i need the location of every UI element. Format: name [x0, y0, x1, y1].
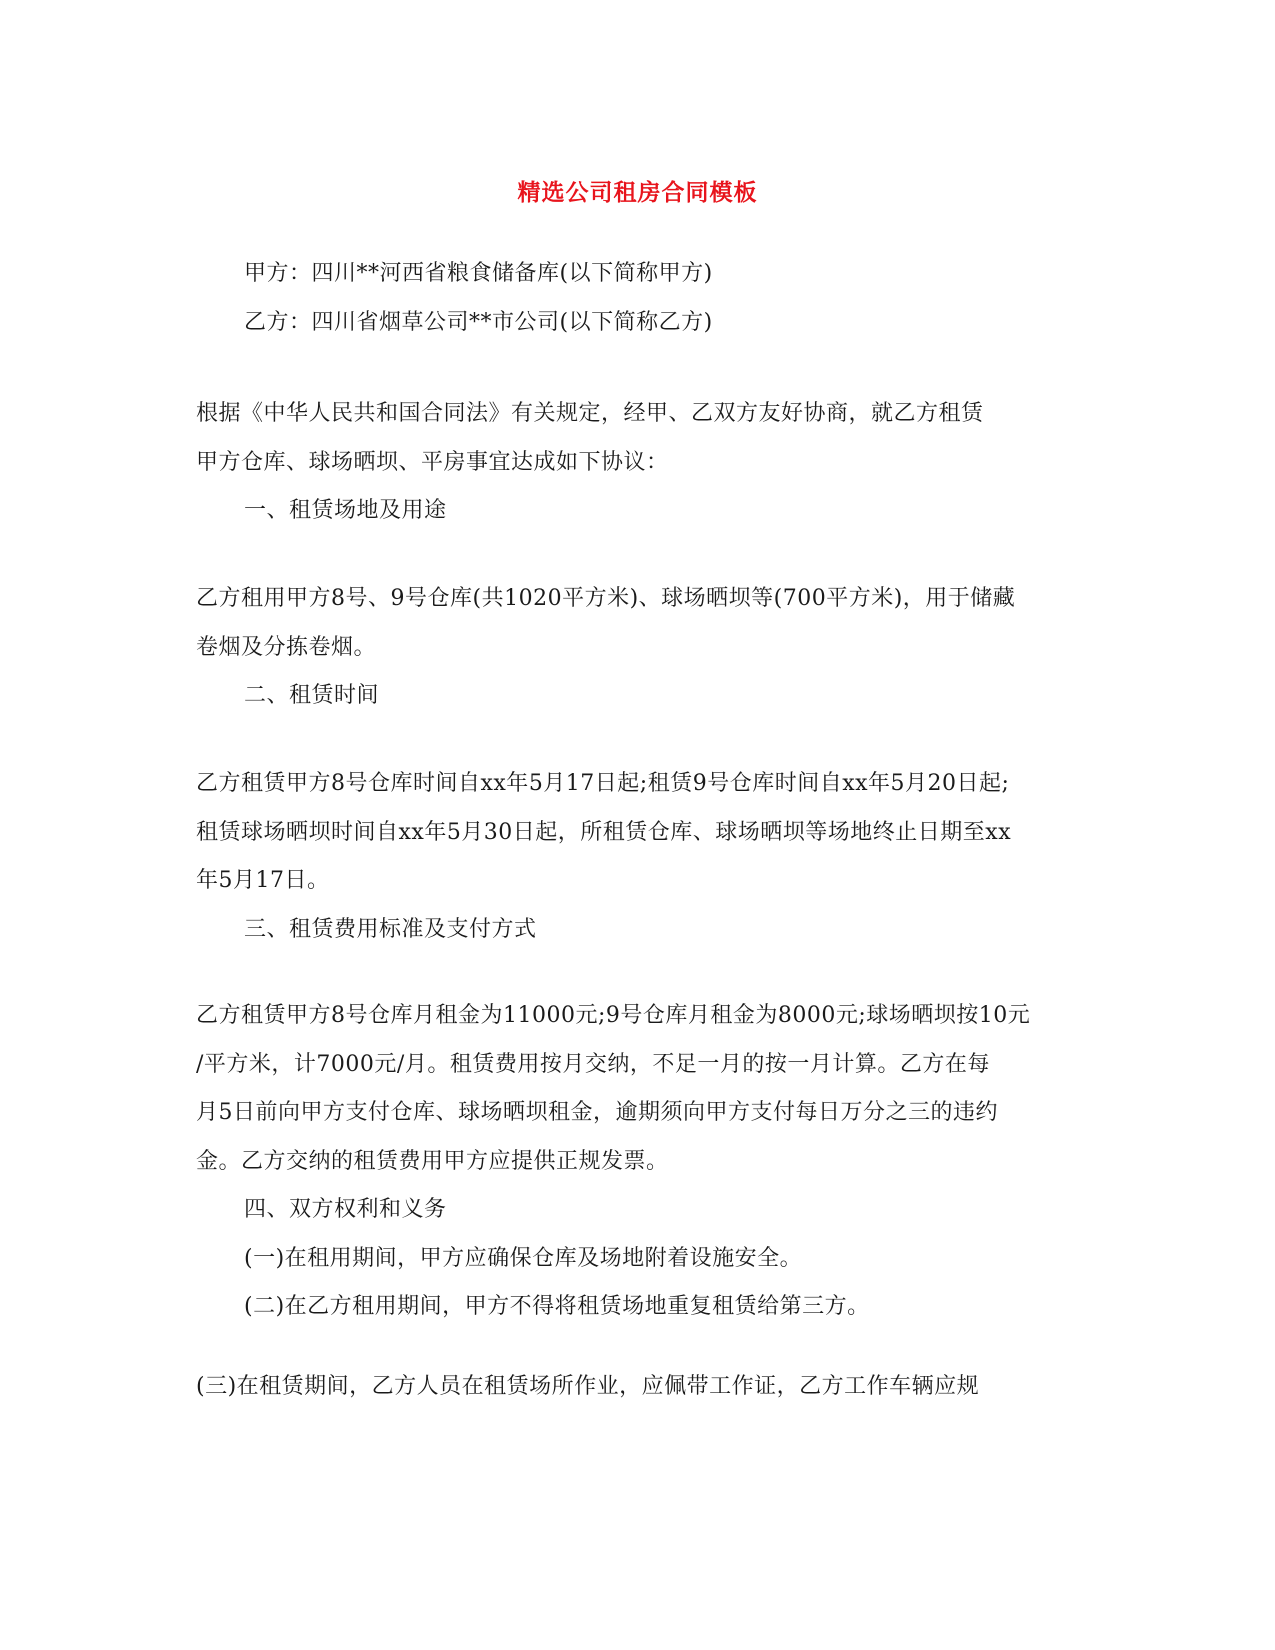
party-a-line: 甲方：四川**河西省粮食储备库(以下简称甲方) — [244, 261, 713, 286]
section4-item-3-paragraph — [196, 1363, 1081, 1412]
party-b-line: 乙方：四川省烟草公司**市公司(以下简称乙方) — [244, 309, 713, 335]
section2-line: 租赁球场晒坝时间自xx年5月30日起，所租赁仓库、球场晒坝等场地终止日期至xx — [196, 819, 1012, 845]
section2-line: 年5月17日。 — [196, 868, 330, 893]
section3-line: 乙方租赁甲方8号仓库月租金为11000元;9号仓库月租金为8000元;球场晒坝按10元 — [196, 1003, 1031, 1028]
section3-paragraph — [196, 992, 1081, 1332]
section1-line: 乙方租用甲方8号、9号仓库(共1020平方米)、球场晒坝等(700平方米)，用于储藏 — [196, 586, 1016, 611]
section3-line: /平方米，计7000元/月。租赁费用按月交纳，不足一月的按一月计算。乙方在每 — [196, 1051, 990, 1077]
section4-item-3-line: (三)在租赁期间，乙方人员在租赁场所作业，应佩带工作证，乙方工作车辆应规 — [196, 1374, 980, 1399]
parties-block — [196, 250, 1081, 347]
section3-heading: 三、租赁费用标准及支付方式 — [244, 916, 537, 942]
section1-heading: 一、租赁场地及用途 — [244, 498, 447, 523]
intro-line: 根据《中华人民共和国合同法》有关规定，经甲、乙双方友好协商，就乙方租赁 — [196, 401, 984, 426]
section2-heading: 二、租赁时间 — [244, 683, 380, 708]
section2-paragraph — [196, 760, 1081, 954]
section1-paragraph — [196, 575, 1081, 721]
section3-line: 金。乙方交纳的租赁费用甲方应提供正规发票。 — [196, 1148, 669, 1174]
document-title: 精选公司租房合同模板 — [517, 179, 758, 206]
intro-paragraph — [196, 390, 1081, 536]
section2-line: 乙方租赁甲方8号仓库时间自xx年5月17日起;租赁9号仓库时间自xx年5月20日起; — [196, 771, 1010, 796]
section4-item-1: (一)在租用期间，甲方应确保仓库及场地附着设施安全。 — [244, 1245, 803, 1271]
section1-line: 卷烟及分拣卷烟。 — [196, 634, 377, 660]
section4-heading: 四、双方权利和义务 — [244, 1197, 447, 1222]
section3-line: 月5日前向甲方支付仓库、球场晒坝租金，逾期须向甲方支付每日万分之三的违约 — [196, 1100, 998, 1125]
intro-line: 甲方仓库、球场晒坝、平房事宜达成如下协议： — [196, 449, 669, 475]
section4-item-2: (二)在乙方租用期间，甲方不得将租赁场地重复租赁给第三方。 — [244, 1294, 870, 1319]
